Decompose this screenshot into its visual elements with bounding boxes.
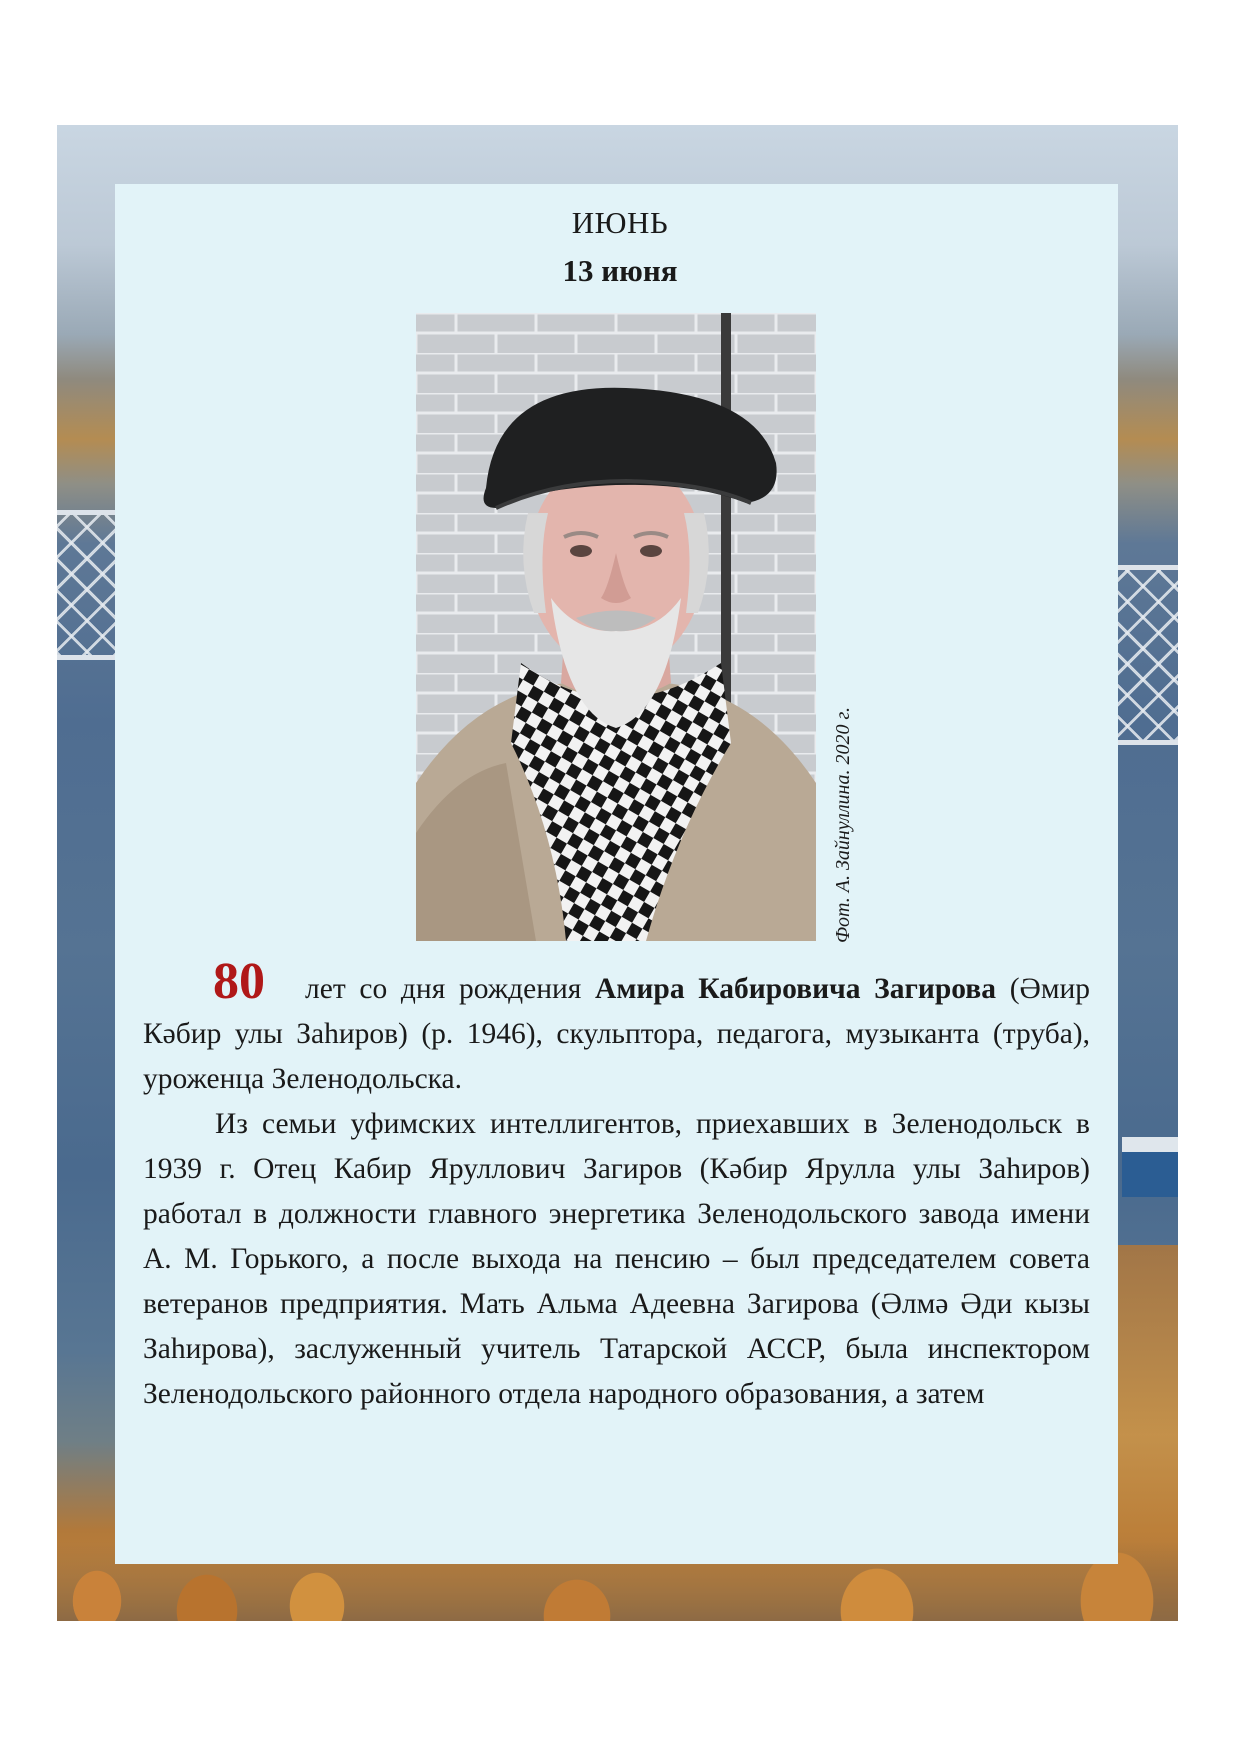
article-body xyxy=(143,953,1091,1417)
intro-paragraph xyxy=(143,953,1091,1102)
bridge-right xyxy=(1108,565,1178,745)
intro-text: лет со дня рождения xyxy=(305,973,582,1005)
ship xyxy=(1122,1137,1178,1197)
photo-credit: Фот. А. Зайнуллина. 2020 г. xyxy=(832,706,854,944)
bridge-left xyxy=(57,510,117,660)
family-paragraph: Из семьи уфимских интеллигентов, приехавших в Зеленодольск в 1939 г. Отец Кабир Яруллович Загиров (Кәбир Ярулла улы Заһиров) работал в должности главного энергетика Зеленодольского завода имени А. М. Горького, а после выхода на пенсию – был председателем совета ветеранов предприятия. Мать Альма Адеевна Загирова (Әлмә Әди кызы Заһирова), заслуженный учитель Татарской АССР, была инспектором Зеленодольского районного отдела народного образования, а затем xyxy=(143,1108,1090,1410)
portrait-photo xyxy=(416,313,816,941)
anniversary-number: 80 xyxy=(213,953,265,1010)
intro-rest: (Әмир Кәбир улы Заһиров) (р. 1946), скульптора, педагога, музыканта (труба), уроженца Зеленодольска. xyxy=(143,973,1091,1095)
month-heading: ИЮНЬ xyxy=(571,205,669,240)
date-heading: 13 июня xyxy=(562,253,678,288)
person-name: Амира Кабировича Загирова xyxy=(595,973,996,1005)
